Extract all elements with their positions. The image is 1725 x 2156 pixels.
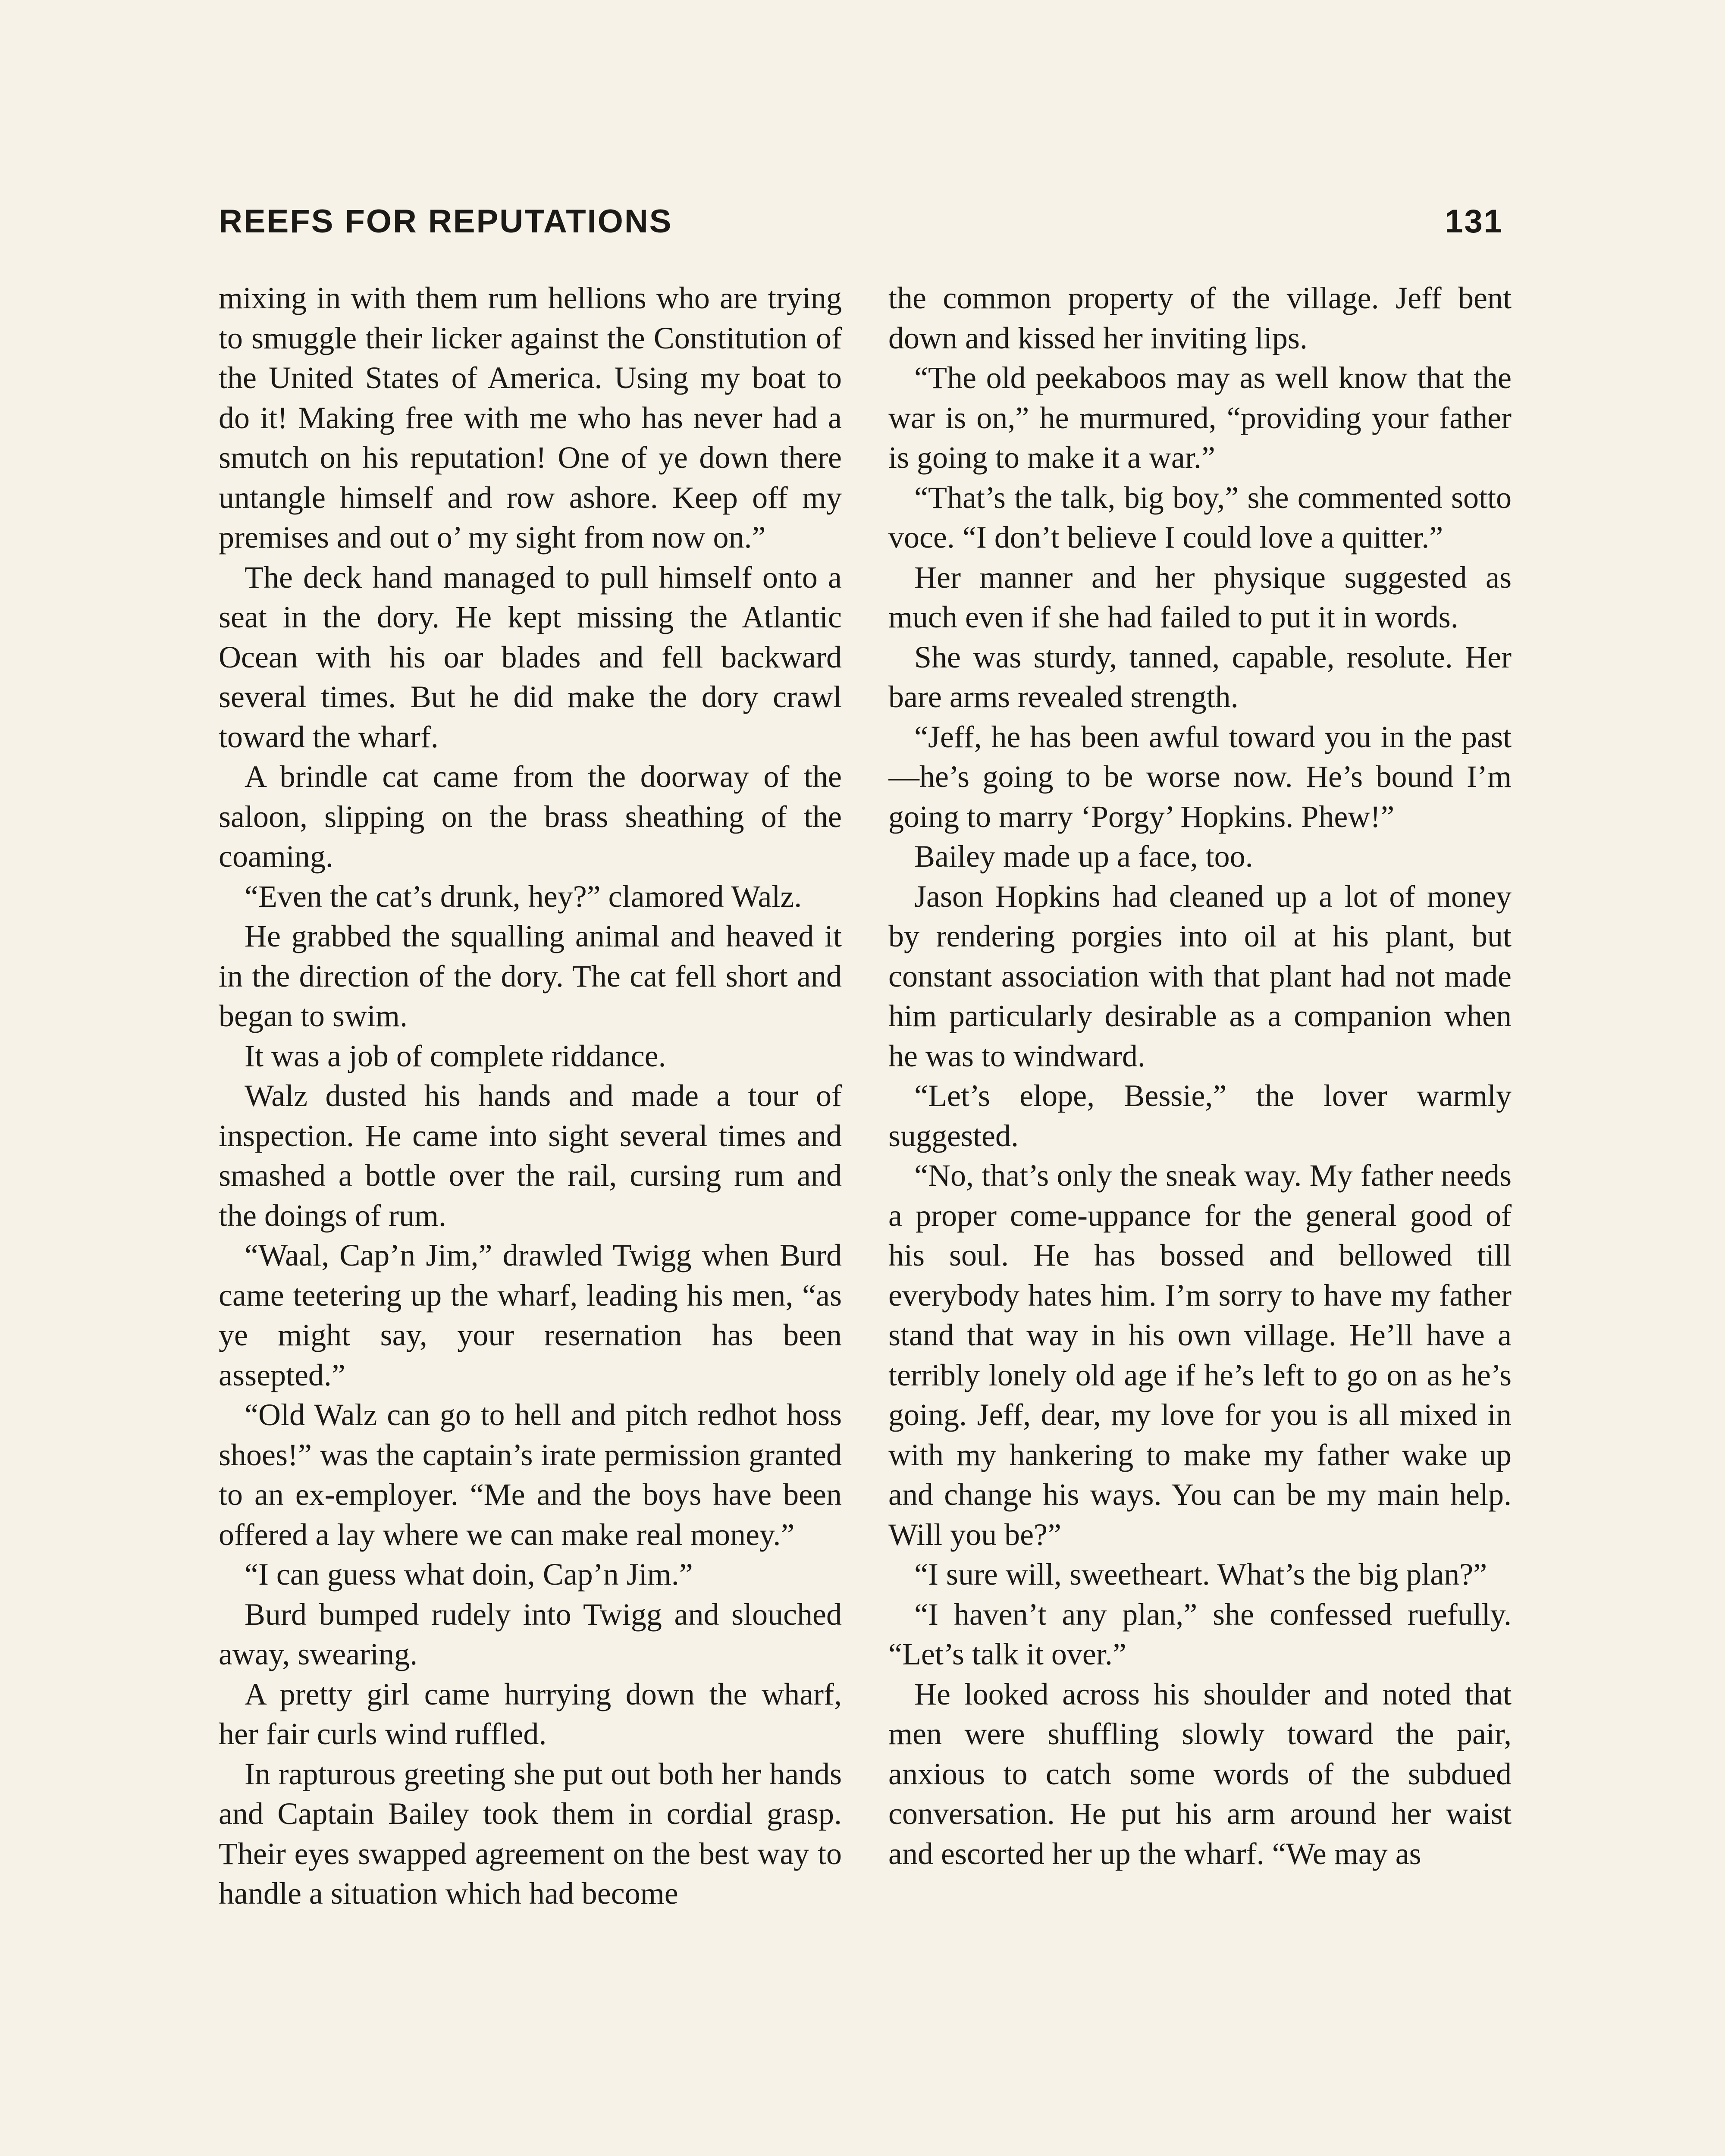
paragraph: Jason Hopkins had cleaned up a lot of money by rendering porgies into oil at his plant, but constant association with that plant had not made him particularly desirable as a companion when he was to windward. — [888, 879, 1512, 1073]
paragraph: “I sure will, sweetheart. What’s the big plan?” — [914, 1557, 1487, 1592]
paragraph: “Waal, Cap’n Jim,” drawled Twigg when Burd came teetering up the wharf, leading his men, “as ye might say, your resernation has been assepted.” — [219, 1238, 842, 1392]
paragraph: “Let’s elope, Bessie,” the lover warmly suggested. — [888, 1078, 1512, 1153]
paragraph: “Old Walz can go to hell and pitch redhot hoss shoes!” was the captain’s irate permission granted to an ex-employer. “Me and the boys have been offered a lay where we can make real money.” — [219, 1398, 842, 1552]
paragraph: Walz dusted his hands and made a tour of inspection. He came into sight several times and smashed a bottle over the rail, cursing rum and the doings of rum. — [219, 1078, 842, 1233]
paragraph: A pretty girl came hurrying down the wharf, her fair curls wind ruffled. — [219, 1677, 842, 1751]
paragraph: Her manner and her physique suggested as much even if she had failed to put it in words. — [888, 560, 1512, 634]
paragraph: He looked across his shoulder and noted that men were shuffling slowly toward the pair, anxious to catch some words of the subdued conversation. He put his arm around her waist and escorted her up the wharf. “We may as — [888, 1677, 1512, 1871]
paragraph: “That’s the talk, big boy,” she commented sotto voce. “I don’t believe I could love a quitter.” — [888, 480, 1512, 555]
running-title: REEFS FOR REPUTATIONS — [219, 203, 673, 240]
page-number: 131 — [1445, 203, 1503, 240]
paragraph: She was sturdy, tanned, capable, resolute. Her bare arms revealed strength. — [888, 639, 1512, 714]
paragraph: “No, that’s only the sneak way. My father needs a proper come-uppance for the general good of his soul. He has bossed and bellowed till everybody hates him. I’m sorry to have my father stand that way in his own village. He’ll have a terribly lonely old age if he’s left to go on as he’s going. Jeff, dear, my love for you is all mixed in with my hankering to make my father wake up and change his ways. You can be my main help. Will you be?” — [888, 1158, 1512, 1552]
paragraph: “The old peekaboos may as well know that the war is on,” he murmured, “providing your father is going to make it a war.” — [888, 360, 1512, 475]
paragraph: “Even the cat’s drunk, hey?” clamored Walz. — [245, 879, 802, 914]
paragraph: mixing in with them rum hellions who are trying to smuggle their licker against the Constitution of the United States of America. Using my boat to do it! Making free with me who has never had a smutch on his reputation! One of ye down there untangle himself and row ashore. Keep off my premises and out o’ my sight from now on.” — [219, 281, 842, 555]
paragraph: “Jeff, he has been awful toward you in the past—he’s going to be worse now. He’s bound I’m going to marry ‘Porgy’ Hopkins. Phew!” — [888, 719, 1512, 834]
paragraph: He grabbed the squalling animal and heaved it in the direction of the dory. The cat fell short and began to swim. — [219, 919, 842, 1033]
paragraph: Burd bumped rudely into Twigg and slouched away, swearing. — [219, 1597, 842, 1671]
paragraph: “I haven’t any plan,” she confessed ruefully. “Let’s talk it over.” — [888, 1597, 1512, 1671]
paragraph: A brindle cat came from the doorway of the saloon, slipping on the brass sheathing of the coaming. — [219, 759, 842, 874]
left-column — [219, 278, 842, 2156]
right-column — [888, 278, 1512, 2156]
paragraph: The deck hand managed to pull himself onto a seat in the dory. He kept missing the Atlantic Ocean with his oar blades and fell backward several times. But he did make the dory crawl toward the wharf. — [219, 560, 842, 754]
paragraph: It was a job of complete riddance. — [245, 1038, 666, 1073]
paragraph: “I can guess what doin, Cap’n Jim.” — [245, 1557, 693, 1592]
paragraph: Bailey made up a face, too. — [914, 839, 1253, 874]
paragraph: the common property of the village. Jeff bent down and kissed her inviting lips. — [888, 281, 1512, 355]
paragraph: In rapturous greeting she put out both her hands and Captain Bailey took them in cordial grasp. Their eyes swapped agreement on the best way to handle a situation which had become — [219, 1756, 842, 1911]
page-header — [219, 203, 1503, 254]
